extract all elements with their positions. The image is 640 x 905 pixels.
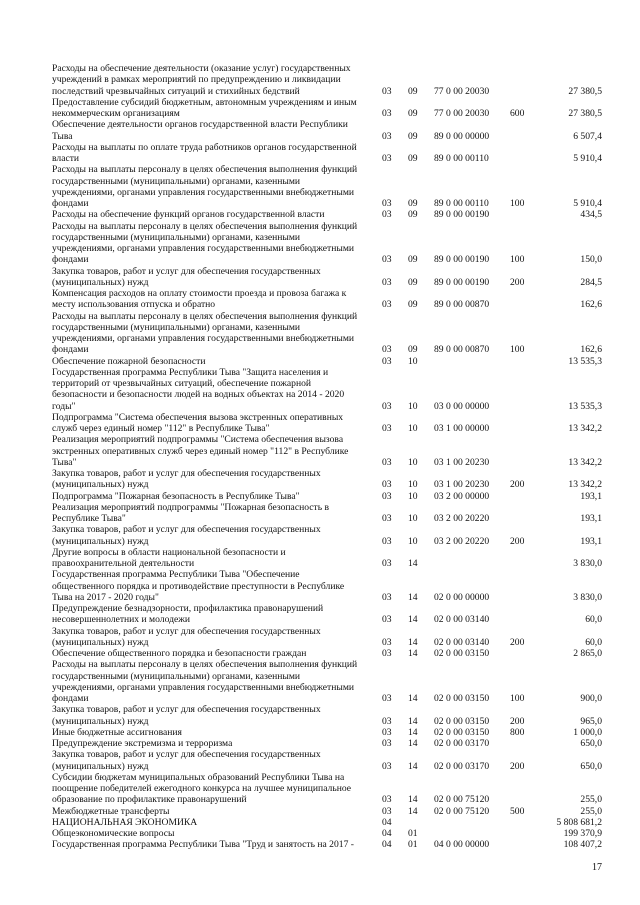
section-code-cell: 03 bbox=[382, 760, 392, 772]
target-article-cell: 89 0 00 00190 bbox=[434, 276, 490, 288]
row-description-line: Закупка товаров, работ и услуг для обеспечения государственных bbox=[52, 468, 321, 479]
subsection-code-cell: 14 bbox=[408, 760, 418, 772]
budget-table bbox=[52, 63, 602, 851]
subsection-code-cell: 14 bbox=[408, 805, 418, 817]
subsection-code-cell: 10 bbox=[408, 355, 418, 367]
subsection-code-cell: 01 bbox=[408, 828, 418, 839]
row-description-line: государственными (муниципальными) органами, казенными bbox=[52, 321, 301, 333]
row-description-line: Закупка товаров, работ и услуг для обеспечения государственных bbox=[52, 625, 321, 637]
row-description-line: (муниципальных) нужд bbox=[52, 276, 149, 288]
row-description bbox=[52, 221, 380, 266]
row-description-line: служб через единый номер "112" в Республике Тыва" bbox=[52, 423, 270, 434]
row-description-line: Тыва" bbox=[52, 456, 77, 468]
row-description-line: месту использования отпуска и обратно bbox=[52, 299, 216, 311]
row-description-line: Другие вопросы в области национальной безопасности и bbox=[52, 546, 286, 558]
amount-cell: 3 830,0 bbox=[573, 591, 602, 603]
section-code-cell: 04 bbox=[382, 839, 392, 851]
row-description bbox=[52, 142, 380, 165]
amount-cell: 27 380,5 bbox=[568, 108, 602, 119]
section-code-cell: 03 bbox=[382, 423, 392, 434]
section-code-cell: 03 bbox=[382, 456, 392, 468]
row-description bbox=[52, 311, 380, 356]
amount-cell: 1 000,0 bbox=[573, 726, 602, 738]
row-description-line: НАЦИОНАЛЬНАЯ ЭКОНОМИКА bbox=[52, 816, 198, 828]
expense-type-cell: 100 bbox=[510, 693, 525, 704]
subsection-code-cell: 09 bbox=[408, 108, 418, 119]
target-article-cell: 02 0 00 03140 bbox=[434, 614, 490, 626]
table-row bbox=[52, 626, 602, 649]
row-description bbox=[52, 164, 380, 209]
section-code-cell: 03 bbox=[382, 108, 392, 119]
table-row bbox=[52, 839, 602, 850]
expense-type-cell: 600 bbox=[510, 108, 525, 119]
row-description-line: (муниципальных) нужд bbox=[52, 636, 149, 648]
row-description-line: Компенсация расходов на оплату стоимости проезда и провоза багажа к bbox=[52, 288, 347, 299]
target-article-cell: 03 2 00 20220 bbox=[434, 535, 490, 547]
section-code-cell: 03 bbox=[382, 648, 392, 659]
target-article-cell: 02 0 00 03170 bbox=[434, 738, 490, 749]
row-description bbox=[52, 412, 380, 435]
target-article-cell: 02 0 00 03150 bbox=[434, 693, 490, 704]
amount-cell: 5 910,4 bbox=[573, 198, 602, 209]
row-description-line: Государственная программа Республики Тыва "Труд и занятость на 2017 - bbox=[52, 839, 354, 851]
expense-type-cell: 200 bbox=[510, 535, 525, 547]
row-description bbox=[52, 569, 380, 603]
subsection-code-cell: 09 bbox=[408, 153, 418, 164]
section-code-cell: 03 bbox=[382, 805, 392, 817]
row-description-line: несовершеннолетних и молодежи bbox=[52, 614, 190, 626]
section-code-cell: 03 bbox=[382, 355, 392, 367]
subsection-code-cell: 14 bbox=[408, 726, 418, 738]
table-row bbox=[52, 63, 602, 97]
amount-cell: 255,0 bbox=[580, 794, 602, 806]
table-row bbox=[52, 311, 602, 356]
section-code-cell: 03 bbox=[382, 726, 392, 738]
row-description-line: Закупка товаров, работ и услуг для обеспечения государственных bbox=[52, 704, 321, 716]
row-description-line: Обеспечение пожарной безопасности bbox=[52, 355, 206, 367]
amount-cell: 3 830,0 bbox=[573, 558, 602, 569]
amount-cell: 2 865,0 bbox=[573, 648, 602, 659]
table-row bbox=[52, 569, 602, 603]
section-code-cell: 03 bbox=[382, 344, 392, 356]
table-row bbox=[52, 806, 602, 817]
expense-type-cell: 100 bbox=[510, 254, 525, 266]
row-description-line: государственными (муниципальными) органами, казенными bbox=[52, 231, 301, 243]
row-description bbox=[52, 704, 380, 727]
subsection-code-cell: 09 bbox=[408, 254, 418, 266]
amount-cell: 434,5 bbox=[580, 209, 602, 221]
row-description-line: (муниципальных) нужд bbox=[52, 535, 149, 547]
row-description-line: Государственная программа Республики Тыва "Обеспечение bbox=[52, 569, 300, 581]
row-description-line: Предоставление субсидий бюджетным, автономным учреждениям и иным bbox=[52, 96, 357, 108]
row-description bbox=[52, 828, 380, 839]
subsection-code-cell: 09 bbox=[408, 85, 418, 97]
target-article-cell: 89 0 00 00110 bbox=[434, 153, 489, 164]
subsection-code-cell: 14 bbox=[408, 648, 418, 659]
target-article-cell: 77 0 00 20030 bbox=[434, 85, 490, 97]
section-code-cell: 03 bbox=[382, 535, 392, 547]
section-code-cell: 03 bbox=[382, 558, 392, 569]
subsection-code-cell: 10 bbox=[408, 456, 418, 468]
table-row bbox=[52, 356, 602, 367]
target-article-cell: 89 0 00 00110 bbox=[434, 198, 489, 209]
expense-type-cell: 200 bbox=[510, 715, 525, 727]
section-code-cell: 03 bbox=[382, 209, 392, 221]
row-description-line: Закупка товаров, работ и услуг для обеспечения государственных bbox=[52, 749, 321, 761]
amount-cell: 27 380,5 bbox=[568, 85, 602, 97]
target-article-cell: 89 0 00 00870 bbox=[434, 344, 490, 356]
row-description-line: (муниципальных) нужд bbox=[52, 760, 149, 772]
row-description bbox=[52, 434, 380, 468]
row-description-line: последствий чрезвычайных ситуаций и стихийных бедствий bbox=[52, 85, 300, 97]
amount-cell: 965,0 bbox=[580, 715, 602, 727]
row-description bbox=[52, 524, 380, 547]
subsection-code-cell: 10 bbox=[408, 400, 418, 412]
expense-type-cell: 500 bbox=[510, 805, 525, 817]
target-article-cell: 03 0 00 00000 bbox=[434, 400, 490, 412]
row-description-line: Расходы на обеспечение деятельности (оказание услуг) государственных bbox=[52, 63, 351, 74]
target-article-cell: 02 0 00 03150 bbox=[434, 726, 490, 738]
page-number: 17 bbox=[592, 862, 602, 873]
row-description-line: Расходы на обеспечение функций органов государственной власти bbox=[52, 209, 325, 221]
table-row bbox=[52, 524, 602, 547]
amount-cell: 60,0 bbox=[585, 614, 602, 626]
table-row bbox=[52, 209, 602, 220]
table-row bbox=[52, 648, 602, 659]
amount-cell: 13 535,3 bbox=[568, 400, 602, 412]
section-code-cell: 03 bbox=[382, 153, 392, 164]
section-code-cell: 03 bbox=[382, 715, 392, 727]
row-description bbox=[52, 63, 380, 97]
row-description-line: общественного порядка и противодействие преступности в Республике bbox=[52, 580, 345, 592]
target-article-cell: 04 0 00 00000 bbox=[434, 839, 490, 851]
target-article-cell: 89 0 00 00190 bbox=[434, 209, 490, 221]
amount-cell: 650,0 bbox=[580, 760, 602, 772]
row-description-line: учреждениями, органами управления государственными внебюджетными bbox=[52, 186, 355, 198]
expense-type-cell: 200 bbox=[510, 636, 525, 648]
table-row bbox=[52, 828, 602, 839]
row-description-line: Обеспечение деятельности органов государственной власти Республики bbox=[52, 119, 348, 131]
row-description-line: Общеэкономические вопросы bbox=[52, 828, 175, 839]
section-code-cell: 03 bbox=[382, 636, 392, 648]
section-code-cell: 04 bbox=[382, 828, 392, 839]
row-description bbox=[52, 659, 380, 704]
subsection-code-cell: 09 bbox=[408, 299, 418, 311]
row-description-line: (муниципальных) нужд bbox=[52, 479, 149, 491]
target-article-cell: 89 0 00 00000 bbox=[434, 130, 490, 142]
target-article-cell: 03 1 00 00000 bbox=[434, 423, 490, 434]
row-description-line: Республике Тыва" bbox=[52, 513, 126, 524]
table-row bbox=[52, 468, 602, 491]
section-code-cell: 03 bbox=[382, 794, 392, 806]
row-description bbox=[52, 626, 380, 649]
subsection-code-cell: 10 bbox=[408, 535, 418, 547]
target-article-cell: 03 2 00 20220 bbox=[434, 513, 490, 524]
subsection-code-cell: 10 bbox=[408, 513, 418, 524]
target-article-cell: 03 1 00 20230 bbox=[434, 479, 490, 491]
row-description-line: безопасности и безопасности людей на водных объектах на 2014 - 2020 bbox=[52, 389, 345, 401]
row-description-line: фондами bbox=[52, 693, 89, 704]
row-description-line: (муниципальных) нужд bbox=[52, 715, 149, 727]
row-description bbox=[52, 468, 380, 491]
subsection-code-cell: 10 bbox=[408, 490, 418, 502]
row-description-line: государственными (муниципальными) органами, казенными bbox=[52, 670, 301, 682]
amount-cell: 13 342,2 bbox=[568, 479, 602, 491]
target-article-cell: 89 0 00 00190 bbox=[434, 254, 490, 266]
amount-cell: 193,1 bbox=[580, 513, 602, 524]
subsection-code-cell: 09 bbox=[408, 198, 418, 209]
subsection-code-cell: 14 bbox=[408, 614, 418, 626]
row-description bbox=[52, 119, 380, 142]
row-description-line: Расходы на выплаты по оплате труда работников органов государственной bbox=[52, 141, 357, 153]
row-description bbox=[52, 491, 380, 502]
table-row bbox=[52, 288, 602, 311]
row-description-line: фондами bbox=[52, 254, 89, 266]
table-row bbox=[52, 434, 602, 468]
row-description bbox=[52, 727, 380, 738]
subsection-code-cell: 14 bbox=[408, 636, 418, 648]
row-description bbox=[52, 738, 380, 749]
amount-cell: 162,6 bbox=[580, 299, 602, 311]
target-article-cell: 03 1 00 20230 bbox=[434, 456, 490, 468]
row-description bbox=[52, 356, 380, 367]
table-row bbox=[52, 547, 602, 570]
row-description-line: учреждениями, органами управления государственными внебюджетными bbox=[52, 243, 355, 254]
section-code-cell: 03 bbox=[382, 85, 392, 97]
row-description-line: учреждений в рамках мероприятий по предупреждению и ликвидации bbox=[52, 74, 341, 86]
section-code-cell: 03 bbox=[382, 513, 392, 524]
table-row bbox=[52, 412, 602, 435]
row-description-line: Реализация мероприятий подпрограммы "Пожарная безопасность в bbox=[52, 501, 330, 513]
amount-cell: 900,0 bbox=[580, 693, 602, 704]
table-row bbox=[52, 97, 602, 120]
expense-type-cell: 200 bbox=[510, 276, 525, 288]
amount-cell: 162,6 bbox=[580, 344, 602, 356]
target-article-cell: 02 0 00 03150 bbox=[434, 715, 490, 727]
row-description-line: поощрение победителей ежегодного конкурса на лучшее муниципальное bbox=[52, 783, 352, 794]
expense-type-cell: 100 bbox=[510, 344, 525, 356]
row-description bbox=[52, 547, 380, 570]
subsection-code-cell: 14 bbox=[408, 558, 418, 569]
subsection-code-cell: 14 bbox=[408, 738, 418, 749]
row-description-line: Подпрограмма "Система обеспечения вызова экстренных оперативных bbox=[52, 411, 344, 423]
row-description-line: Расходы на выплаты персоналу в целях обеспечения выполнения функций bbox=[52, 310, 358, 322]
row-description-line: фондами bbox=[52, 344, 89, 356]
subsection-code-cell: 14 bbox=[408, 715, 418, 727]
section-code-cell: 03 bbox=[382, 198, 392, 209]
row-description-line: Подпрограмма "Пожарная безопасность в Республике Тыва" bbox=[52, 490, 300, 502]
row-description-line: Предупреждение экстремизма и терроризма bbox=[52, 738, 233, 749]
table-row bbox=[52, 119, 602, 142]
target-article-cell: 77 0 00 20030 bbox=[434, 108, 490, 119]
row-description bbox=[52, 648, 380, 659]
subsection-code-cell: 14 bbox=[408, 794, 418, 806]
amount-cell: 193,1 bbox=[580, 535, 602, 547]
subsection-code-cell: 10 bbox=[408, 479, 418, 491]
target-article-cell: 02 0 00 75120 bbox=[434, 805, 490, 817]
row-description-line: Реализация мероприятий подпрограммы "Система обеспечения вызова bbox=[52, 434, 344, 446]
section-code-cell: 03 bbox=[382, 693, 392, 704]
target-article-cell: 03 2 00 00000 bbox=[434, 490, 490, 502]
table-row bbox=[52, 266, 602, 289]
row-description-line: территорий от чрезвычайных ситуаций, обеспечение пожарной bbox=[52, 378, 312, 389]
amount-cell: 13 535,3 bbox=[568, 355, 602, 367]
row-description bbox=[52, 288, 380, 311]
row-description-line: фондами bbox=[52, 198, 89, 209]
row-description-line: Обеспечение общественного порядка и безопасности граждан bbox=[52, 648, 307, 659]
row-description bbox=[52, 603, 380, 626]
row-description-line: Расходы на выплаты персоналу в целях обеспечения выполнения функций bbox=[52, 220, 358, 232]
table-row bbox=[52, 772, 602, 806]
expense-type-cell: 100 bbox=[510, 198, 525, 209]
row-description-line: Тыва bbox=[52, 130, 73, 142]
row-description bbox=[52, 772, 380, 806]
row-description bbox=[52, 749, 380, 772]
row-description-line: Закупка товаров, работ и услуг для обеспечения государственных bbox=[52, 524, 321, 536]
expense-type-cell: 200 bbox=[510, 760, 525, 772]
row-description-line: Тыва на 2017 - 2020 годы" bbox=[52, 591, 159, 603]
amount-cell: 284,5 bbox=[580, 276, 602, 288]
section-code-cell: 03 bbox=[382, 614, 392, 626]
amount-cell: 108 407,2 bbox=[563, 839, 602, 851]
table-row bbox=[52, 749, 602, 772]
row-description-line: годы" bbox=[52, 400, 76, 412]
expense-type-cell: 200 bbox=[510, 479, 525, 491]
section-code-cell: 03 bbox=[382, 130, 392, 142]
target-article-cell: 02 0 00 03150 bbox=[434, 648, 490, 659]
table-row bbox=[52, 502, 602, 525]
table-row bbox=[52, 603, 602, 626]
table-row bbox=[52, 659, 602, 704]
section-code-cell: 04 bbox=[382, 816, 392, 828]
subsection-code-cell: 14 bbox=[408, 591, 418, 603]
row-description-line: учреждениями, органами управления государственными внебюджетными bbox=[52, 681, 355, 693]
section-code-cell: 03 bbox=[382, 738, 392, 749]
row-description-line: некоммерческим организациям bbox=[52, 108, 180, 119]
table-row bbox=[52, 367, 602, 412]
table-row bbox=[52, 221, 602, 266]
subsection-code-cell: 09 bbox=[408, 130, 418, 142]
row-description-line: правоохранительной деятельности bbox=[52, 558, 195, 569]
target-article-cell: 02 0 00 03140 bbox=[434, 636, 490, 648]
amount-cell: 13 342,2 bbox=[568, 456, 602, 468]
table-row bbox=[52, 142, 602, 165]
row-description-line: Межбюджетные трансферты bbox=[52, 805, 170, 817]
row-description-line: учреждениями, органами управления государственными внебюджетными bbox=[52, 333, 355, 344]
row-description-line: Предупреждение безнадзорности, профилактика правонарушений bbox=[52, 603, 324, 614]
section-code-cell: 03 bbox=[382, 479, 392, 491]
section-code-cell: 03 bbox=[382, 400, 392, 412]
section-code-cell: 03 bbox=[382, 254, 392, 266]
subsection-code-cell: 09 bbox=[408, 209, 418, 221]
amount-cell: 5 808 681,2 bbox=[556, 816, 602, 828]
row-description bbox=[52, 502, 380, 525]
amount-cell: 150,0 bbox=[580, 254, 602, 266]
subsection-code-cell: 01 bbox=[408, 839, 418, 851]
subsection-code-cell: 09 bbox=[408, 276, 418, 288]
amount-cell: 13 342,2 bbox=[568, 423, 602, 434]
table-row bbox=[52, 164, 602, 209]
row-description bbox=[52, 839, 380, 850]
section-code-cell: 03 bbox=[382, 299, 392, 311]
amount-cell: 199 370,9 bbox=[563, 828, 602, 839]
row-description-line: Расходы на выплаты персоналу в целях обеспечения выполнения функций bbox=[52, 164, 358, 176]
target-article-cell: 89 0 00 00870 bbox=[434, 299, 490, 311]
target-article-cell: 02 0 00 75120 bbox=[434, 794, 490, 806]
row-description-line: власти bbox=[52, 153, 80, 164]
row-description bbox=[52, 817, 380, 828]
section-code-cell: 03 bbox=[382, 276, 392, 288]
row-description-line: государственными (муниципальными) органами, казенными bbox=[52, 175, 301, 187]
amount-cell: 5 910,4 bbox=[573, 153, 602, 164]
row-description bbox=[52, 209, 380, 220]
subsection-code-cell: 14 bbox=[408, 693, 418, 704]
target-article-cell: 02 0 00 03170 bbox=[434, 760, 490, 772]
expense-type-cell: 800 bbox=[510, 726, 525, 738]
row-description-line: образование по профилактике правонарушений bbox=[52, 794, 247, 806]
amount-cell: 60,0 bbox=[585, 636, 602, 648]
table-row bbox=[52, 704, 602, 727]
amount-cell: 6 507,4 bbox=[573, 130, 602, 142]
row-description-line: Расходы на выплаты персоналу в целях обеспечения выполнения функций bbox=[52, 659, 358, 671]
row-description-line: Государственная программа Республики Тыва "Защита населения и bbox=[52, 366, 329, 378]
row-description bbox=[52, 806, 380, 817]
section-code-cell: 03 bbox=[382, 490, 392, 502]
amount-cell: 255,0 bbox=[580, 805, 602, 817]
row-description-line: экстренных оперативных служб через единый номер "112" в Республике bbox=[52, 445, 349, 457]
row-description-line: Закупка товаров, работ и услуг для обеспечения государственных bbox=[52, 265, 321, 277]
row-description bbox=[52, 266, 380, 289]
row-description bbox=[52, 97, 380, 120]
section-code-cell: 03 bbox=[382, 591, 392, 603]
table-row bbox=[52, 738, 602, 749]
row-description-line: Субсидии бюджетам муниципальных образований Республики Тыва на bbox=[52, 771, 345, 783]
target-article-cell: 02 0 00 00000 bbox=[434, 591, 490, 603]
subsection-code-cell: 10 bbox=[408, 423, 418, 434]
row-description-line: Иные бюджетные ассигнования bbox=[52, 726, 182, 738]
table-row bbox=[52, 727, 602, 738]
row-description bbox=[52, 367, 380, 412]
amount-cell: 193,1 bbox=[580, 490, 602, 502]
table-row bbox=[52, 491, 602, 502]
subsection-code-cell: 09 bbox=[408, 344, 418, 356]
table-row bbox=[52, 817, 602, 828]
amount-cell: 650,0 bbox=[580, 738, 602, 749]
